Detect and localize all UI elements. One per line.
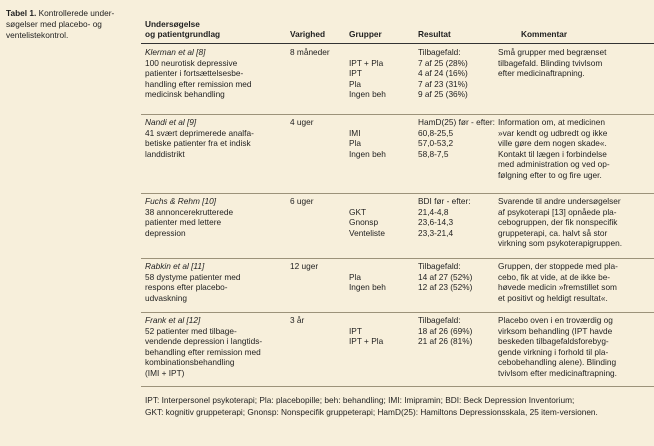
group-label: IMI (349, 127, 361, 138)
study-description-line: handling efter remission med (145, 78, 252, 89)
comment-line: gende virkning i forhold til pla- (498, 346, 609, 357)
study-description-line: respons efter placebo- (145, 282, 228, 292)
study-description-line: kombinationsbehandling (145, 357, 235, 367)
comment-cell (498, 196, 651, 249)
result-cell (418, 47, 494, 100)
study-description-line: landdistrikt (145, 148, 185, 159)
comment-line: »var kendt og udbredt og ikke (498, 127, 608, 138)
data-table (141, 0, 654, 446)
spacer (349, 117, 411, 128)
comment-line: gruppeterapi, ca. halvt så stor (498, 227, 608, 238)
study-description-line: medicinsk behandling (145, 89, 225, 99)
result-value: 12 af 23 (52%) (418, 282, 473, 292)
result-value: 21,4-4,8 (418, 206, 449, 217)
result-value: 4 af 24 (16%) (418, 68, 468, 78)
group-label: IPT (349, 325, 362, 336)
duration-value: 6 uger (290, 196, 314, 206)
result-value: 58,8-7,5 (418, 148, 449, 159)
result-cell (418, 117, 494, 159)
table-caption (6, 8, 138, 41)
result-value: 7 af 25 (28%) (418, 57, 468, 68)
footnote (145, 394, 650, 418)
comment-line: tvivlsom efter medicinaftrapning. (498, 367, 617, 378)
group-label: IPT + Pla (349, 336, 384, 346)
study-description-line: vendende depression i langtids- (145, 336, 263, 346)
result-value: 7 af 23 (31%) (418, 78, 468, 89)
study-cell (145, 47, 285, 100)
result-value: 14 af 27 (52%) (418, 271, 473, 282)
study-description-line: depression (145, 227, 186, 238)
result-value: 9 af 25 (36%) (418, 89, 468, 99)
study-description-line: 58 dystyme patienter med (145, 271, 241, 282)
comment-line: med administration og ved op- (498, 159, 610, 169)
header-study: Undersøgelse og patientgrundlag (145, 19, 221, 39)
spacer (349, 47, 411, 58)
spacer (349, 261, 411, 272)
study-description-line: 41 svært deprimerede analfa- (145, 127, 254, 138)
comment-line: Kontakt til lægen i forbindelse (498, 148, 607, 159)
group-label: Ingen beh (349, 148, 386, 159)
table-header (141, 13, 654, 44)
table-row (141, 258, 654, 313)
duration-value: 12 uger (290, 261, 319, 271)
group-label: Ingen beh (349, 89, 386, 99)
comment-line: Svarende til andre undersøgelser (498, 196, 621, 206)
study-cell (145, 117, 285, 159)
duration-cell (290, 196, 345, 207)
comment-line: et positivt og heldigt resultat«. (498, 292, 608, 303)
spacer (349, 315, 411, 326)
comment-line: ville gøre dem nogen skade«. (498, 138, 607, 148)
study-cell (145, 315, 285, 378)
result-value: 60,8-25,5 (418, 127, 454, 138)
result-value: BDI før - efter: (418, 196, 471, 206)
result-cell (418, 261, 494, 293)
caption-line: ventelistekontrol. (6, 30, 69, 40)
groups-cell (349, 47, 411, 100)
header-duration: Varighed (290, 29, 326, 39)
comment-line: virkning som psykoterapigruppen. (498, 238, 623, 248)
result-value: Tilbagefald: (418, 47, 461, 57)
comment-cell (498, 315, 651, 378)
result-value: 57,0-53,2 (418, 138, 454, 148)
study-cell (145, 196, 285, 238)
groups-cell (349, 261, 411, 293)
group-label: IPT + Pla (349, 57, 384, 68)
study-description-line: udvaskning (145, 292, 187, 303)
groups-cell (349, 315, 411, 347)
study-description-line: 38 annoncerekrutterede (145, 206, 234, 217)
comment-cell (498, 47, 651, 79)
group-label: Pla (349, 78, 361, 89)
study-author: Rabkin et al [11] (145, 261, 205, 271)
result-cell (418, 196, 494, 238)
header-result: Resultat (418, 29, 451, 39)
footnote-line: IPT: Interpersonel psykoterapi; Pla: placebopille; beh: behandling; IMI: Imipramin; BDI: Beck Depression Inventorium; (145, 395, 575, 405)
comment-line: følgning efter to og fire uger. (498, 169, 602, 180)
result-value: Tilbagefald: (418, 315, 461, 325)
duration-cell (290, 261, 345, 272)
study-description-line: (IMI + IPT) (145, 367, 185, 378)
spacer (349, 196, 411, 207)
group-label: Pla (349, 138, 361, 148)
duration-value: 4 uger (290, 117, 314, 127)
table-row (141, 114, 654, 194)
duration-value: 8 måneder (290, 47, 330, 57)
study-author: Klerman et al [8] (145, 47, 206, 57)
result-value: 18 af 26 (69%) (418, 325, 473, 336)
comment-line: Information om, at medicinen (498, 117, 605, 127)
comment-line: efter medicinaftrapning. (498, 68, 585, 78)
groups-cell (349, 196, 411, 238)
comment-line: beskeden tilbagefaldsforebyg- (498, 336, 609, 346)
group-label: Pla (349, 271, 361, 282)
study-author: Fuchs & Rehm [10] (145, 196, 217, 206)
study-description-line: patienter med lettere (145, 217, 222, 227)
group-label: GKT (349, 206, 367, 217)
duration-cell (290, 315, 345, 326)
comment-line: cebogruppen, der fik nonspecifik (498, 217, 618, 227)
duration-value: 3 år (290, 315, 305, 325)
study-author: Nandi et al [9] (145, 117, 197, 127)
comment-cell (498, 117, 651, 180)
comment-line: cebo, fik at vide, at de ikke be- (498, 271, 611, 282)
caption-line: Kontrollerede under- (38, 8, 115, 18)
table-row (141, 193, 654, 259)
result-value: 23,3-21,4 (418, 227, 454, 238)
comment-line: høvede medicin »fremstillet som (498, 282, 617, 292)
table-row (141, 44, 654, 115)
group-label: Venteliste (349, 227, 385, 238)
footnote-line: GKT: kognitiv gruppeterapi; Gnonsp: Nonspecifik gruppeterapi; HamD(25): Hamiltons Depressionsskala, 25 item-versionen. (145, 407, 598, 417)
result-value: 21 af 26 (81%) (418, 336, 473, 346)
group-label: IPT (349, 68, 362, 78)
study-description-line: 100 neurotisk depressive (145, 57, 238, 68)
study-author: Frank et al [12] (145, 315, 201, 325)
comment-line: Små grupper med begrænset (498, 47, 607, 57)
groups-cell (349, 117, 411, 159)
result-value: 23,6-14,3 (418, 217, 454, 227)
comment-line: af psykoterapi [13] opnåede pla- (498, 206, 617, 217)
study-description-line: patienter i fortsættelsesbe- (145, 68, 244, 78)
comment-cell (498, 261, 651, 303)
study-description-line: betiske patienter fra et indisk (145, 138, 251, 148)
header-groups: Grupper (349, 29, 382, 39)
study-cell (145, 261, 285, 303)
comment-line: virksom behandling (IPT havde (498, 325, 613, 336)
comment-line: cebobehandling alene). Blinding (498, 357, 617, 367)
group-label: Ingen beh (349, 282, 386, 292)
comment-line: tilbagefald. Blinding tvivlsom (498, 57, 603, 68)
caption-line: søgelser med placebo- og (6, 19, 102, 29)
result-cell (418, 315, 494, 347)
header-comment: Kommentar (521, 29, 568, 39)
study-description-line: behandling efter remission med (145, 346, 261, 357)
comment-line: Placebo oven i en troværdig og (498, 315, 613, 325)
group-label: Gnonsp (349, 217, 379, 227)
table-row (141, 312, 654, 387)
comment-line: Gruppen, der stoppede med pla- (498, 261, 618, 271)
duration-cell (290, 117, 345, 128)
duration-cell (290, 47, 345, 58)
result-value: Tilbagefald: (418, 261, 461, 271)
study-description-line: 52 patienter med tilbage- (145, 325, 237, 336)
result-value: HamD(25) før - efter: (418, 117, 495, 127)
caption-label: Tabel 1. (6, 8, 37, 18)
